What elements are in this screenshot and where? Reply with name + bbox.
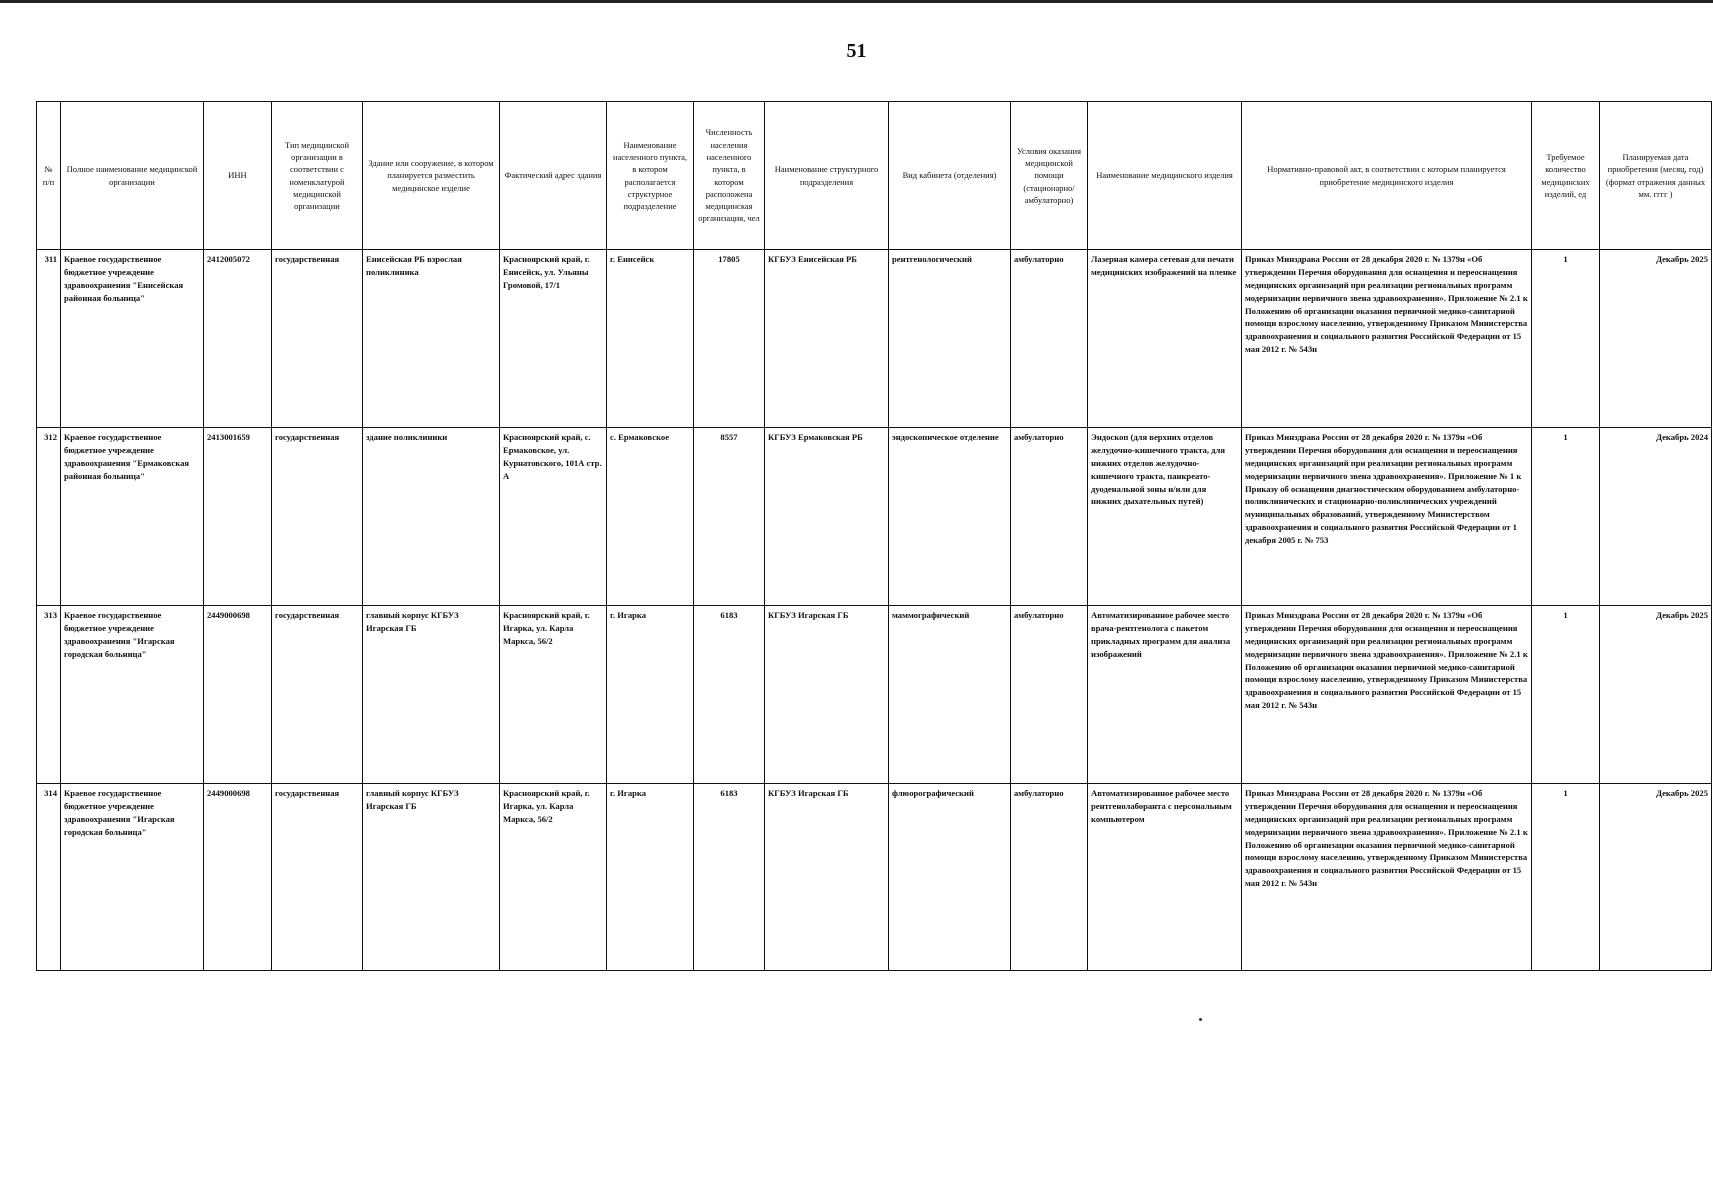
- scan-speck: [1199, 1018, 1202, 1021]
- header-row: [37, 102, 1712, 250]
- header-address: Фактический адрес здания: [500, 102, 607, 250]
- cell-address: Красноярский край, г. Енисейск, ул. Ульяны Громовой, 17/1: [500, 250, 607, 428]
- cell-legal-act: Приказ Минздрава России от 28 декабря 2020 г. № 1379н «Об утверждении Перечня оборудования для оснащения и переоснащения медицинских организаций при реализации региональных программ модернизации первичного звена здравоохранения». Приложение № 1 к Приказу об оснащении диагностическим оборудованием амбулаторно-поликлинических и стационарно-поликлинических учреждений муниципальных образований, утвержденному Министерством здравоохранения и социального развития Российской Федерации от 1 декабря 2005 г. № 753: [1242, 428, 1532, 606]
- cell-inn: 2449000698: [204, 606, 272, 784]
- header-locality: Наименование населенного пункта, в котором располагается структурное подразделение: [607, 102, 694, 250]
- cell-cabinet: флюорографический: [889, 784, 1011, 971]
- cell-population: 8557: [694, 428, 765, 606]
- page-number: 51: [846, 40, 867, 62]
- table-row: [37, 784, 1712, 971]
- cell-population: 17805: [694, 250, 765, 428]
- cell-locality: с. Ермаковское: [607, 428, 694, 606]
- cell-quantity: 1: [1532, 250, 1600, 428]
- cell-planned-date: Декабрь 2025: [1600, 784, 1712, 971]
- cell-address: Красноярский край, г. Игарка, ул. Карла Маркса, 56/2: [500, 606, 607, 784]
- cell-population: 6183: [694, 606, 765, 784]
- header-conditions: Условия оказания медицинской помощи (стационарно/ амбулаторно): [1011, 102, 1088, 250]
- cell-org-name: Краевое государственное бюджетное учреждение здравоохранения "Ермаковская районная больница": [61, 428, 204, 606]
- cell-num: 313: [37, 606, 61, 784]
- cell-locality: г. Игарка: [607, 784, 694, 971]
- cell-quantity: 1: [1532, 606, 1600, 784]
- cell-device: Автоматизированное рабочее место врача-рентгенолога с пакетом прикладных программ для анализа изображений: [1088, 606, 1242, 784]
- cell-building: здание поликлиники: [363, 428, 500, 606]
- table-row: [37, 250, 1712, 428]
- cell-num: 314: [37, 784, 61, 971]
- cell-address: Красноярский край, г. Игарка, ул. Карла Маркса, 56/2: [500, 784, 607, 971]
- cell-legal-act: Приказ Минздрава России от 28 декабря 2020 г. № 1379н «Об утверждении Перечня оборудования для оснащения и переоснащения медицинских организаций при реализации региональных программ модернизации первичного звена здравоохранения». Приложение № 2.1 к Положению об организации оказания первичной медико-санитарной помощи взрослому населению, утвержденному Приказом Министерства здравоохранения и социального развития Российской Федерации от 15 мая 2012 г. № 543н: [1242, 250, 1532, 428]
- cell-subdivision: КГБУЗ Игарская ГБ: [765, 784, 889, 971]
- cell-cabinet: рентгенологический: [889, 250, 1011, 428]
- cell-org-type: государственная: [272, 428, 363, 606]
- top-border-line: [0, 0, 1713, 3]
- cell-org-name: Краевое государственное бюджетное учреждение здравоохранения "Игарская городская больница": [61, 784, 204, 971]
- cell-conditions: амбулаторно: [1011, 428, 1088, 606]
- cell-cabinet: эндоскопическое отделение: [889, 428, 1011, 606]
- cell-inn: 2449000698: [204, 784, 272, 971]
- cell-locality: г. Енисейск: [607, 250, 694, 428]
- table-row: [37, 606, 1712, 784]
- cell-org-name: Краевое государственное бюджетное учреждение здравоохранения "Енисейская районная больница": [61, 250, 204, 428]
- cell-device: Автоматизированное рабочее место рентгенолаборанта с персональным компьютером: [1088, 784, 1242, 971]
- cell-quantity: 1: [1532, 428, 1600, 606]
- header-device: Наименование медицинского изделия: [1088, 102, 1242, 250]
- equipment-registry-table: [36, 101, 1712, 971]
- cell-org-type: государственная: [272, 784, 363, 971]
- cell-inn: 2412005072: [204, 250, 272, 428]
- cell-planned-date: Декабрь 2025: [1600, 606, 1712, 784]
- cell-conditions: амбулаторно: [1011, 784, 1088, 971]
- cell-device: Эндоскоп (для верхних отделов желудочно-кишечного тракта, для нижних отделов желудочно-кишечного тракта, панкреато-дуоденальной зоны и/или для нижних дыхательных путей): [1088, 428, 1242, 606]
- cell-subdivision: КГБУЗ Игарская ГБ: [765, 606, 889, 784]
- cell-address: Красноярский край, с. Ермаковское, ул. Курнатовского, 101А стр. А: [500, 428, 607, 606]
- header-building: Здание или сооружение, в котором планируется разместить медицинское изделие: [363, 102, 500, 250]
- header-planned-date: Планируемая дата приобретения (месяц, год) (формат отражения данных мм. гггг ): [1600, 102, 1712, 250]
- header-cabinet: Вид кабинета (отделения): [889, 102, 1011, 250]
- cell-building: главный корпус КГБУЗ Игарская ГБ: [363, 784, 500, 971]
- cell-legal-act: Приказ Минздрава России от 28 декабря 2020 г. № 1379н «Об утверждении Перечня оборудования для оснащения и переоснащения медицинских организаций при реализации региональных программ модернизации первичного звена здравоохранения». Приложение № 2.1 к Положению об организации оказания первичной медико-санитарной помощи взрослому населению, утвержденному Приказом Министерства здравоохранения и социального развития Российской Федерации от 15 мая 2012 г. № 543н: [1242, 606, 1532, 784]
- cell-org-name: Краевое государственное бюджетное учреждение здравоохранения "Игарская городская больница": [61, 606, 204, 784]
- header-subdivision: Наименование структурного подразделения: [765, 102, 889, 250]
- header-quantity: Требуемое количество медицинских изделий, ед: [1532, 102, 1600, 250]
- cell-org-type: государственная: [272, 250, 363, 428]
- cell-planned-date: Декабрь 2024: [1600, 428, 1712, 606]
- cell-cabinet: маммографический: [889, 606, 1011, 784]
- header-num: № п/п: [37, 102, 61, 250]
- header-org-type: Тип медицинской организации в соответствии с номенклатурой медицинской организации: [272, 102, 363, 250]
- cell-planned-date: Декабрь 2025: [1600, 250, 1712, 428]
- cell-num: 311: [37, 250, 61, 428]
- cell-population: 6183: [694, 784, 765, 971]
- table-row: [37, 428, 1712, 606]
- cell-inn: 2413001659: [204, 428, 272, 606]
- cell-org-type: государственная: [272, 606, 363, 784]
- cell-device: Лазерная камера сетевая для печати медицинских изображений на пленке: [1088, 250, 1242, 428]
- cell-num: 312: [37, 428, 61, 606]
- header-legal-act: Нормативно-правовой акт, в соответствии с которым планируется приобретение медицинского изделия: [1242, 102, 1532, 250]
- cell-building: Енисейская РБ взрослая поликлиника: [363, 250, 500, 428]
- header-population: Численность населения населенного пункта, в котором расположена медицинская организация, чел: [694, 102, 765, 250]
- cell-conditions: амбулаторно: [1011, 606, 1088, 784]
- header-org-name: Полное наименование медицинской организации: [61, 102, 204, 250]
- cell-conditions: амбулаторно: [1011, 250, 1088, 428]
- header-inn: ИНН: [204, 102, 272, 250]
- cell-quantity: 1: [1532, 784, 1600, 971]
- cell-subdivision: КГБУЗ Енисейская РБ: [765, 250, 889, 428]
- cell-legal-act: Приказ Минздрава России от 28 декабря 2020 г. № 1379н «Об утверждении Перечня оборудования для оснащения и переоснащения медицинских организаций при реализации региональных программ модернизации первичного звена здравоохранения». Приложение № 2.1 к Положению об организации оказания первичной медико-санитарной помощи взрослому населению, утвержденному Приказом Министерства здравоохранения и социального развития Российской Федерации от 15 мая 2012 г. № 543н: [1242, 784, 1532, 971]
- cell-building: главный корпус КГБУЗ Игарская ГБ: [363, 606, 500, 784]
- cell-locality: г. Игарка: [607, 606, 694, 784]
- cell-subdivision: КГБУЗ Ермаковская РБ: [765, 428, 889, 606]
